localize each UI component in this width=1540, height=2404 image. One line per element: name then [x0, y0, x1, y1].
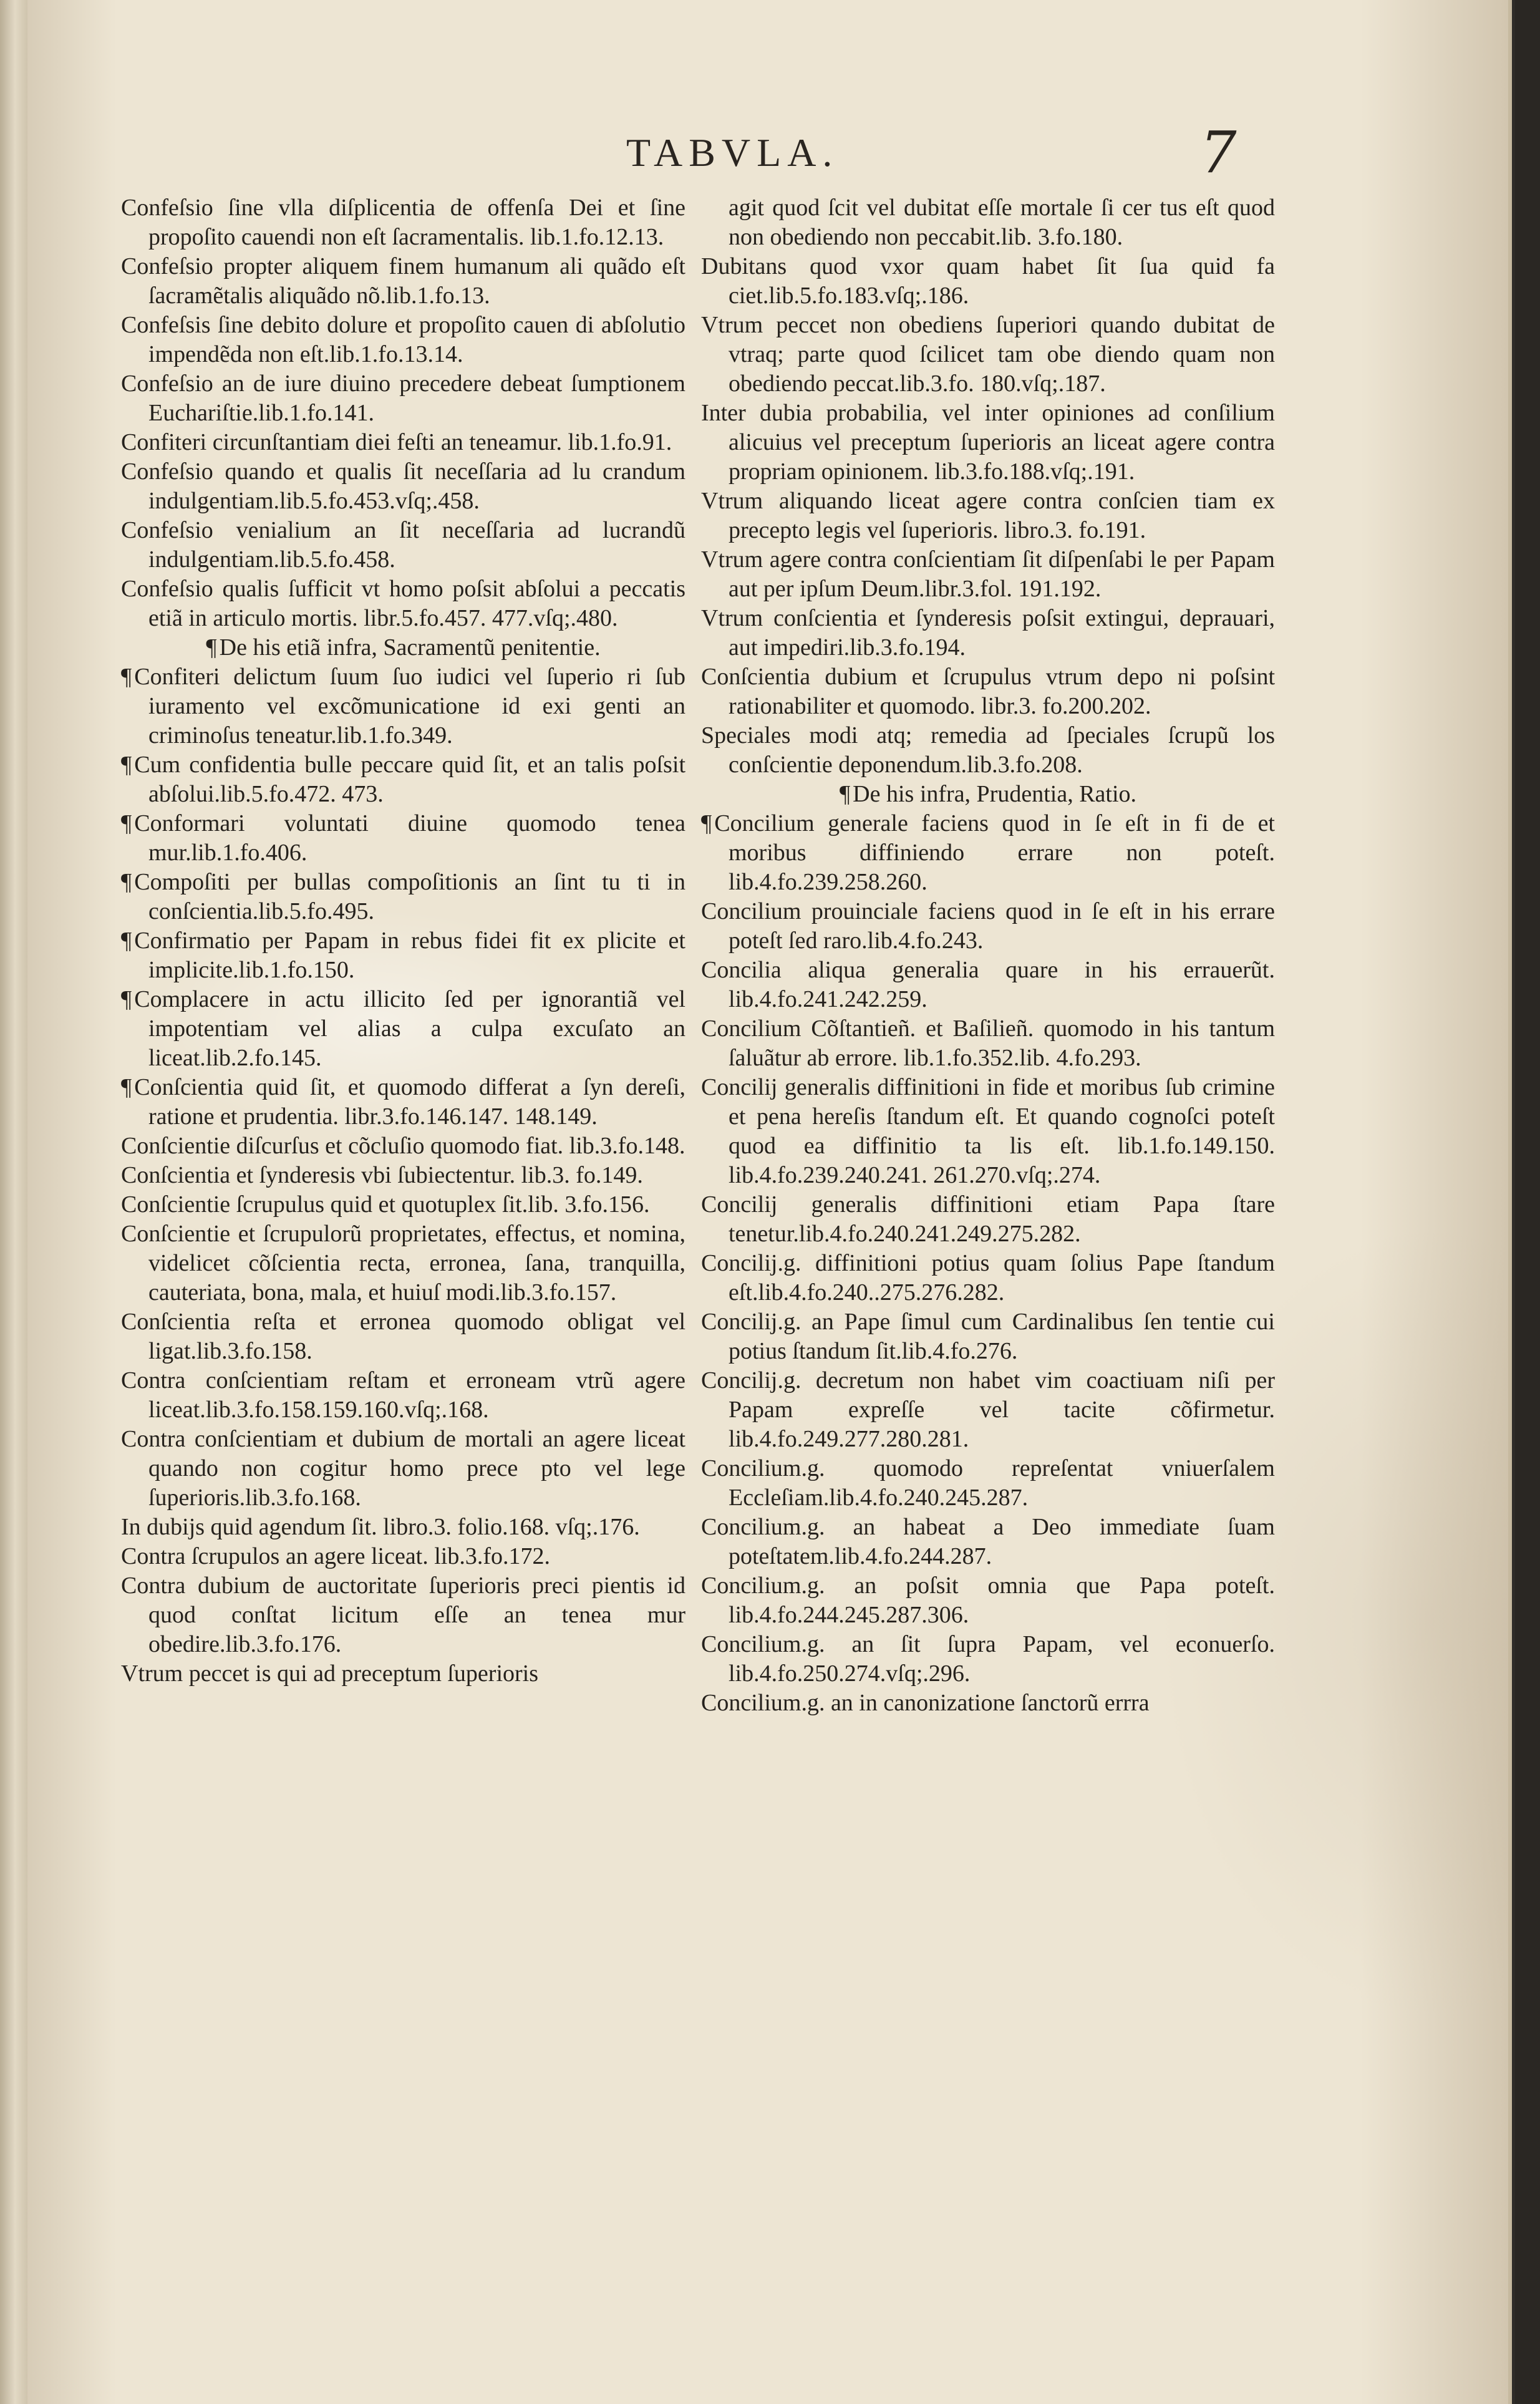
index-entry: Vtrum conſcientia et ſynderesis poſsit extingui, deprauari, aut impediri.lib.3.fo.194.: [701, 605, 1275, 661]
index-entry: Conſcientie et ſcrupulorũ proprietates, effectus, et nomina, videlicet cõſcientia recta, erronea, ſana, tranquilla, cauteriata, bona, mala, et huiuſ modi.lib.3.fo.157.: [121, 1221, 685, 1306]
index-entry: Confeſsis ſine debito dolure et propoſito cauen di abſolutio impendẽda non eſt.lib.1.fo.13.14.: [121, 312, 685, 367]
index-entry: Concilium Cõſtantieñ. et Baſilieñ. quomodo in his tantum ſaluãtur ab errore. lib.1.fo.352.lib. 4.fo.293.: [701, 1015, 1275, 1071]
index-entry: Confeſsio quando et qualis ſit neceſſaria ad lu crandum indulgentiam.lib.5.fo.453.vſq;.458.: [121, 458, 685, 514]
index-entry: Contra conſcientiam reſtam et erroneam vtrũ agere liceat.lib.3.fo.158.159.160.vſq;.168.: [121, 1367, 685, 1423]
index-entry: Concilij.g. diffinitioni potius quam ſolius Pape ſtandum eſt.lib.4.fo.240..275.276.282.: [701, 1250, 1275, 1306]
index-entry: Conſcientia dubium et ſcrupulus vtrum depo ni poſsint rationabiliter et quomodo. libr.3. fo.200.202.: [701, 664, 1275, 719]
running-title: TABVLA.: [626, 130, 839, 175]
index-entry: Conſcientie ſcrupulus quid et quotuplex ſit.lib. 3.fo.156.: [121, 1191, 650, 1218]
index-entry: Speciales modi atq; remedia ad ſpeciales ſcrupũ los conſcientie deponendum.lib.3.fo.208.: [701, 722, 1275, 778]
previous-page-edge: [0, 0, 27, 2404]
index-entry: Concilij generalis diffinitioni in fide et moribus ſub crimine et pena hereſis ſtandum eſt. Et quando cognoſci poteſt quod ea diffinitio ta lis eſt. lib.1.fo.149.150. lib.4.fo.239.240.241. 261.270.vſq;.274.: [701, 1074, 1275, 1188]
page-header: [27, 119, 1508, 186]
index-entry: Concilij.g. decretum non habet vim coactiuam niſi per Papam expreſſe vel tacite cõfirmetur. lib.4.fo.249.277.280.281.: [701, 1367, 1275, 1452]
index-entry: Contra conſcientiam et dubium de mortali an agere liceat quando non cogitur homo prece pto vel lege ſuperioris.lib.3.fo.168.: [121, 1426, 685, 1511]
index-entry: Vtrum peccet non obediens ſuperiori quando dubitat de vtraq; parte quod ſcilicet tam obe diendo quam non obediendo peccat.lib.3.fo. 180.vſq;.187.: [701, 312, 1275, 397]
index-entry: Conſcientia reſta et erronea quomodo obligat vel ligat.lib.3.fo.158.: [121, 1309, 685, 1364]
index-entry: Confeſsio qualis ſufficit vt homo poſsit abſolui a peccatis etiã in articulo mortis. libr.5.fo.457. 477.vſq;.480.: [121, 576, 685, 631]
index-entry: Confeſsio propter aliquem finem humanum ali quãdo eſt ſacramẽtalis aliquãdo nõ.lib.1.fo.13.: [121, 253, 685, 309]
index-entry: Concilia aliqua generalia quare in his errauerũt. lib.4.fo.241.242.259.: [701, 957, 1275, 1012]
folio-number: 7: [1200, 119, 1237, 186]
index-entry: Vtrum peccet is qui ad preceptum ſuperioris: [121, 1660, 539, 1687]
index-entry: ¶ Confirmatio per Papam in rebus fidei fit ex plicite et implicite.lib.1.fo.150.: [121, 926, 685, 985]
index-entry: Concilium.g. an in canonizatione ſanctorũ errra: [701, 1690, 1150, 1716]
index-entry: ¶ Conſcientia quid ſit, et quomodo differat a ſyn dereſi, ratione et prudentia. libr.3.fo.146.147. 148.149.: [121, 1073, 685, 1132]
cross-reference: ¶ De his etiã infra, Sacramentũ penitentie.: [121, 633, 685, 662]
index-entry: Concilium prouinciale faciens quod in ſe eſt in his errare poteſt ſed raro.lib.4.fo.243.: [701, 898, 1275, 954]
index-entry: Conſcientia et ſynderesis vbi ſubiectentur. lib.3. fo.149.: [121, 1162, 643, 1188]
index-entry: Concilij generalis diffinitioni etiam Papa ſtare tenetur.lib.4.fo.240.241.249.275.282.: [701, 1191, 1275, 1247]
index-entry: Concilij.g. an Pape ſimul cum Cardinalibus ſen tentie cui potius ſtandum ſit.lib.4.fo.276.: [701, 1309, 1275, 1364]
index-entry: Contra ſcrupulos an agere liceat. lib.3.fo.172.: [121, 1543, 551, 1569]
index-entry: Inter dubia probabilia, vel inter opiniones ad conſilium alicuius vel preceptum ſuperioris an liceat agere contra propriam opinionem. lib.3.fo.188.vſq;.191.: [701, 400, 1275, 485]
index-entry: ¶ Cum confidentia bulle peccare quid ſit, et an talis poſsit abſolui.lib.5.fo.472. 473.: [121, 750, 685, 809]
index-entry: ¶ Conformari voluntati diuine quomodo tenea mur.lib.1.fo.406.: [121, 809, 685, 868]
index-entry: Conſcientie diſcurſus et cõcluſio quomodo fiat. lib.3.fo.148.: [121, 1133, 685, 1159]
index-entry: Confiteri circunſtantiam diei feſti an teneamur. lib.1.fo.91.: [121, 429, 672, 455]
index-entry: Concilium.g. quomodo repreſentat vniuerſalem Eccleſiam.lib.4.fo.240.245.287.: [701, 1455, 1275, 1511]
index-entry: Concilium.g. an habeat a Deo immediate ſuam poteſtatem.lib.4.fo.244.287.: [701, 1514, 1275, 1569]
index-entry: Confeſsio an de iure diuino precedere debeat ſumptionem Euchariſtie.lib.1.fo.141.: [121, 371, 685, 426]
index-entry: ¶ Complacere in actu illicito ſed per ignorantiã vel impotentiam vel alias a culpa excuſato an liceat.lib.2.fo.145.: [121, 985, 685, 1073]
index-entry: Contra dubium de auctoritate ſuperioris preci pientis id quod conſtat licitum eſſe an tenea mur obedire.lib.3.fo.176.: [121, 1573, 685, 1657]
index-entry-continuation: agit quod ſcit vel dubitat eſſe mortale ſi cer tus eſt quod non obediendo non peccabit.lib. 3.fo.180.: [729, 195, 1275, 250]
index-entry: ¶ Compoſiti per bullas compoſitionis an ſint tu ti in conſcientia.lib.5.fo.495.: [121, 868, 685, 926]
right-column: [701, 193, 1275, 1718]
index-entry: Concilium.g. an poſsit omnia que Papa poteſt. lib.4.fo.244.245.287.306.: [701, 1573, 1275, 1628]
book-page: [27, 0, 1512, 2404]
index-entry: Vtrum aliquando liceat agere contra conſcien tiam ex precepto legis vel ſuperioris. libro.3. fo.191.: [701, 488, 1275, 543]
index-entry: Confeſsio venialium an ſit neceſſaria ad lucrandũ indulgentiam.lib.5.fo.458.: [121, 517, 685, 573]
index-entry: ¶ Concilium generale faciens quod in ſe eſt in fi de et moribus diffiniendo errare non poteſt. lib.4.fo.239.258.260.: [701, 809, 1275, 897]
index-entry: In dubijs quid agendum ſit. libro.3. folio.168. vſq;.176.: [121, 1514, 640, 1540]
cross-reference: ¶ De his infra, Prudentia, Ratio.: [701, 780, 1275, 809]
index-entry: Confeſsio ſine vlla diſplicentia de offenſa Dei et ſine propoſito cauendi non eſt ſacramentalis. lib.1.fo.12.13.: [121, 195, 685, 250]
index-entry: Dubitans quod vxor quam habet ſit ſua quid fa ciet.lib.5.fo.183.vſq;.186.: [701, 253, 1275, 309]
left-column: [121, 193, 685, 1689]
index-entry: ¶ Confiteri delictum ſuum ſuo iudici vel ſuperio ri ſub iuramento vel excõmunicatione id exi genti an criminoſus teneatur.lib.1.fo.349.: [121, 662, 685, 750]
scan-edge: [1515, 0, 1540, 2404]
index-entry: Concilium.g. an ſit ſupra Papam, vel econuerſo. lib.4.fo.250.274.vſq;.296.: [701, 1631, 1275, 1687]
index-entry: Vtrum agere contra conſcientiam ſit diſpenſabi le per Papam aut per ipſum Deum.libr.3.fol. 191.192.: [701, 546, 1275, 602]
